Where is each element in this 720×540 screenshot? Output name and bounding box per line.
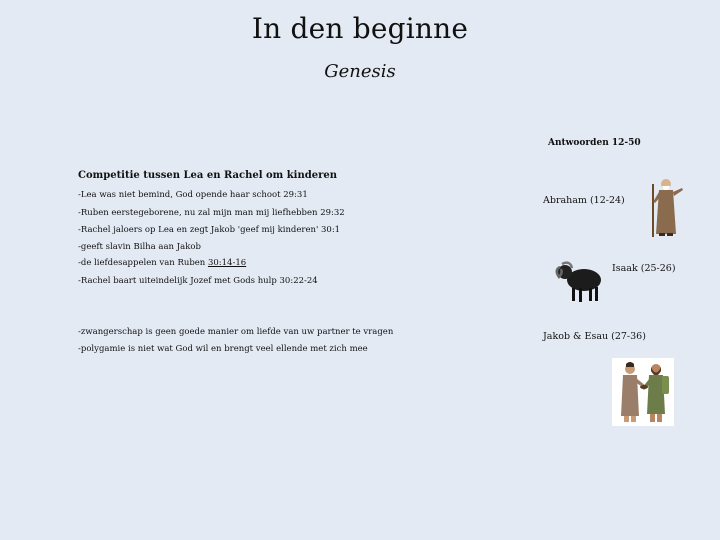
jakob-esau-reference: Jakob & Esau (27-36) xyxy=(543,331,646,342)
bullet-line: -Ruben eerstegeborene, nu zal mijn man mij liefhebben 29:32 xyxy=(78,208,345,218)
bullet-line: -geeft slavin Bilha aan Jakob xyxy=(78,242,201,252)
scripture-link[interactable]: 30:14-16 xyxy=(207,258,247,268)
note-line: -zwangerschap is geen goede manier om liefde van uw partner te vragen xyxy=(78,327,394,337)
jakob-esau-figures-icon xyxy=(612,358,674,426)
ram-icon xyxy=(552,258,604,306)
bullet-line: -de liefdesappelen van Ruben 30:14-16 xyxy=(78,258,247,268)
bullet-line: -Rachel baart uiteindelijk Jozef met Gods hulp 30:22-24 xyxy=(78,276,318,286)
bullet-line: -Lea was niet bemind, God opende haar schoot 29:31 xyxy=(78,190,308,200)
isaak-reference: Isaak (25-26) xyxy=(612,263,676,274)
abraham-figure-icon xyxy=(645,176,687,238)
answers-label: Antwoorden 12-50 xyxy=(548,138,641,148)
bullet-line: -Rachel jaloers op Lea en zegt Jakob 'geef mij kinderen' 30:1 xyxy=(78,225,341,235)
abraham-reference: Abraham (12-24) xyxy=(543,195,625,206)
slide-title: In den beginne xyxy=(251,12,469,45)
slide-subtitle: Genesis xyxy=(324,61,396,82)
note-line: -polygamie is niet wat God wil en brengt veel ellende met zich mee xyxy=(78,344,368,354)
section-heading: Competitie tussen Lea en Rachel om kinderen xyxy=(78,170,337,181)
